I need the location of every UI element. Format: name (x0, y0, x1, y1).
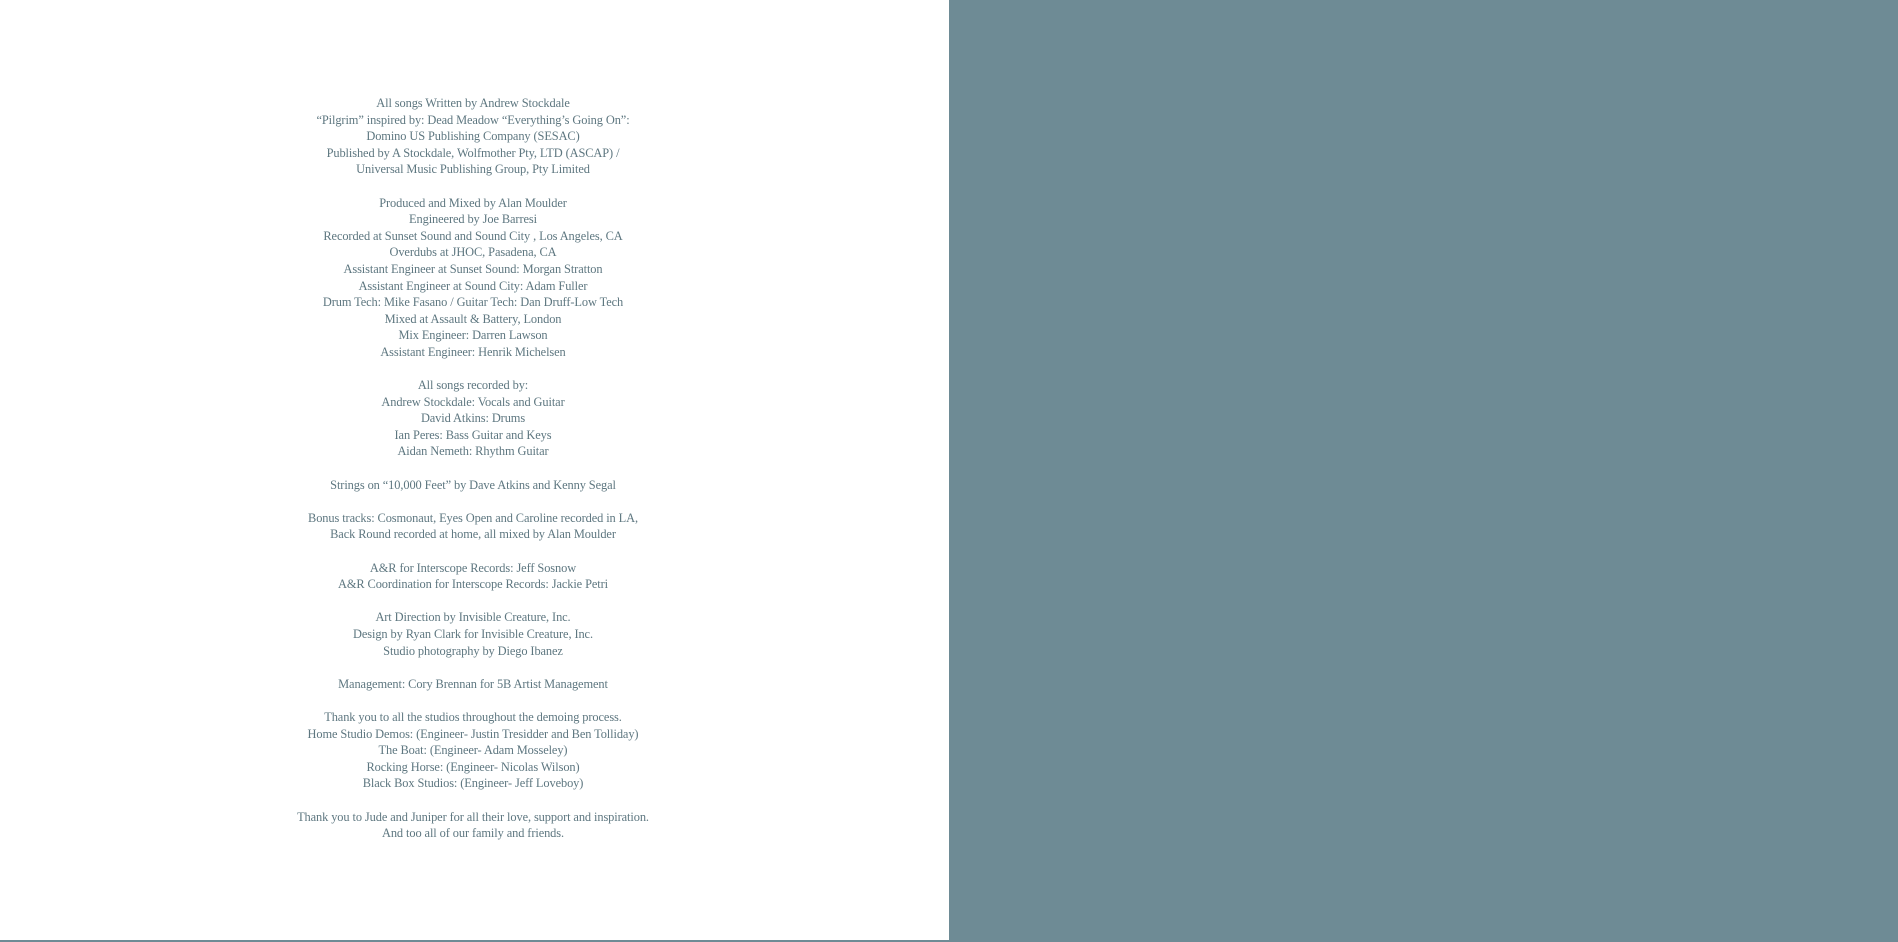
credit-line: Design by Ryan Clark for Invisible Creature, Inc. (353, 627, 593, 641)
credit-line: Overdubs at JHOC, Pasadena, CA (389, 245, 557, 260)
credit-line: Published by A Stockdale, Wolfmother Pty, LTD (ASCAP) / (326, 145, 620, 160)
credit-line: Mixed at Assault & Battery, London (384, 311, 562, 326)
credit-line: Black Box Studios: (Engineer- Jeff Loveboy) (362, 776, 584, 791)
credit-line: Drum Tech: Mike Fasano / Guitar Tech: Dan Druff-Low Tech (322, 295, 624, 310)
credit-block (0, 95, 946, 178)
credit-block (0, 560, 946, 593)
credit-line: Assistant Engineer at Sunset Sound: Morgan Stratton (343, 261, 603, 276)
credit-line: Studio photography by Diego Ibanez (383, 643, 563, 658)
credit-line: “Pilgrim” inspired by: Dead Meadow “Everything’s Going On”: (316, 112, 630, 127)
credit-line: Back Round recorded at home, all mixed by Alan Moulder (330, 527, 616, 542)
credit-line: Thank you to all the studios throughout the demoing process. (324, 709, 622, 724)
credit-line: Universal Music Publishing Group, Pty Limited (356, 162, 590, 177)
credit-line: Thank you to Jude and Juniper for all their love, support and inspiration. (297, 809, 649, 824)
credit-line: The Boat: (Engineer- Adam Mosseley) (378, 743, 568, 758)
credit-line: David Atkins: Drums (420, 411, 526, 426)
credit-block (0, 510, 946, 543)
credit-block (0, 709, 946, 792)
credit-block (0, 377, 946, 460)
credit-line: Assistant Engineer at Sound City: Adam Fuller (358, 278, 588, 293)
color-panel (949, 0, 1898, 942)
credit-line: All songs recorded by: (417, 378, 529, 393)
credit-line: Assistant Engineer: Henrik Michelsen (380, 344, 566, 359)
credit-block (0, 477, 946, 494)
credit-line: Engineered by Joe Barresi (409, 212, 537, 227)
credit-block (0, 609, 946, 659)
credits-text (0, 95, 946, 858)
credit-line: Strings on “10,000 Feet” by Dave Atkins and Kenny Segal (330, 477, 616, 492)
credit-line: Art Direction by Invisible Creature, Inc. (375, 610, 571, 625)
credit-line: Mix Engineer: Darren Lawson (398, 328, 548, 343)
credit-line: Management: Cory Brennan for 5B Artist Management (338, 676, 608, 691)
credit-line: A&R Coordination for Interscope Records: Jackie Petri (338, 577, 608, 592)
credit-line: Produced and Mixed by Alan Moulder (379, 195, 567, 210)
credit-line: And too all of our family and friends. (381, 826, 565, 841)
credit-line: Rocking Horse: (Engineer- Nicolas Wilson) (366, 759, 580, 774)
credit-line: Bonus tracks: Cosmonaut, Eyes Open and Caroline recorded in LA, (308, 510, 638, 525)
credit-line: Andrew Stockdale: Vocals and Guitar (381, 394, 565, 409)
credit-line: Recorded at Sunset Sound and Sound City , Los Angeles, CA (323, 228, 623, 243)
credit-line: Ian Peres: Bass Guitar and Keys (394, 427, 552, 442)
credit-line: Domino US Publishing Company (SESAC) (366, 129, 580, 144)
credit-line: Aidan Nemeth: Rhythm Guitar (397, 444, 549, 459)
credit-block (0, 195, 946, 361)
credit-line: All songs Written by Andrew Stockdale (376, 96, 570, 110)
credit-line: A&R for Interscope Records: Jeff Sosnow (369, 560, 577, 575)
credit-block (0, 809, 946, 842)
credit-line: Home Studio Demos: (Engineer- Justin Tresidder and Ben Tolliday) (307, 726, 639, 741)
credit-block (0, 676, 946, 693)
